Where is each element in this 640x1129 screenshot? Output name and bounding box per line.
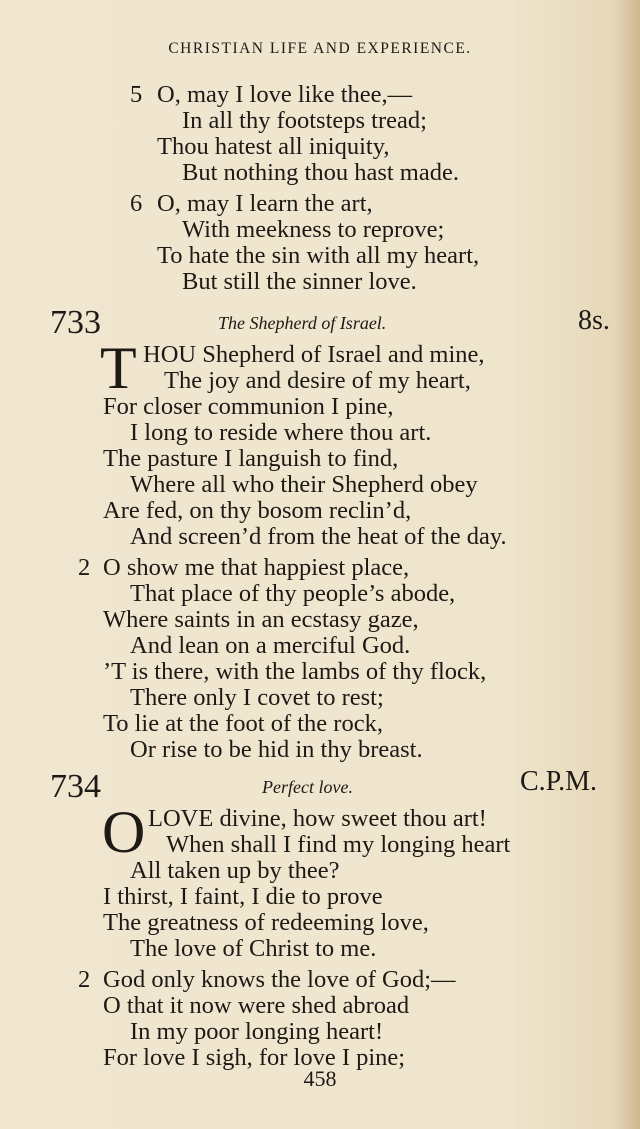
verse-line: That place of thy people’s abode,: [130, 580, 456, 607]
verse-line: All taken up by thee?: [130, 857, 340, 884]
verse-line: In my poor longing heart!: [130, 1018, 384, 1045]
verse-line: Where saints in an ecstasy gaze,: [103, 606, 419, 633]
verse-line: HOU Shepherd of Israel and mine,: [143, 341, 485, 368]
verse-line: And lean on a merciful God.: [130, 632, 411, 659]
verse-line: The love of Christ to me.: [130, 935, 377, 962]
stanza-number: 5: [130, 81, 143, 108]
stanza-number: 2: [78, 966, 91, 993]
verse-line: O that it now were shed abroad: [103, 992, 410, 1019]
verse-line: LOVE divine, how sweet thou art!: [148, 805, 487, 832]
verse-line: I long to reside where thou art.: [130, 419, 432, 446]
verse-line: With meekness to reprove;: [182, 216, 445, 243]
verse-line: O, may I love like thee,—: [157, 81, 413, 108]
hymn-title: Perfect love.: [262, 777, 353, 797]
hymn-meter: C.P.M.: [520, 766, 598, 797]
hymn-title: The Shepherd of Israel.: [218, 313, 387, 333]
verse-line: But still the sinner love.: [182, 268, 417, 295]
verse-line: To lie at the foot of the rock,: [103, 710, 383, 737]
verse-line: Thou hatest all iniquity,: [157, 133, 390, 160]
verse-line: God only knows the love of God;—: [103, 966, 456, 993]
verse-line: O show me that happiest place,: [103, 554, 410, 581]
drop-cap: T: [100, 335, 137, 401]
hymn-number: 734: [50, 768, 101, 805]
page-number: 458: [303, 1066, 337, 1091]
verse-line: Where all who their Shepherd obey: [130, 471, 478, 498]
stanza-number: 2: [78, 554, 91, 581]
verse-line: I thirst, I faint, I die to prove: [103, 883, 383, 910]
verse-line: There only I covet to rest;: [130, 684, 384, 711]
verse-line: When shall I find my longing heart: [166, 831, 511, 858]
verse-line: The greatness of redeeming love,: [103, 909, 429, 936]
verse-line: Are fed, on thy bosom reclin’d,: [103, 497, 412, 524]
verse-line: For love I sigh, for love I pine;: [103, 1044, 406, 1071]
verse-line: To hate the sin with all my heart,: [157, 242, 480, 269]
verse-line: In all thy footsteps tread;: [182, 107, 427, 134]
verse-line: Or rise to be hid in thy breast.: [130, 736, 423, 763]
drop-cap: O: [102, 799, 146, 865]
hymn-number: 733: [50, 304, 101, 341]
verse-line: ’T is there, with the lambs of thy flock,: [103, 658, 487, 685]
verse-line: And screen’d from the heat of the day.: [130, 523, 507, 550]
stanza-number: 6: [130, 190, 143, 217]
verse-line: But nothing thou hast made.: [182, 159, 459, 186]
running-header: CHRISTIAN LIFE AND EXPERIENCE.: [168, 40, 472, 57]
hymn-meter: 8s.: [578, 305, 610, 336]
verse-line: The pasture I languish to find,: [103, 445, 399, 472]
verse-line: O, may I learn the art,: [157, 190, 373, 217]
verse-line: For closer communion I pine,: [103, 393, 394, 420]
verse-line: The joy and desire of my heart,: [164, 367, 471, 394]
